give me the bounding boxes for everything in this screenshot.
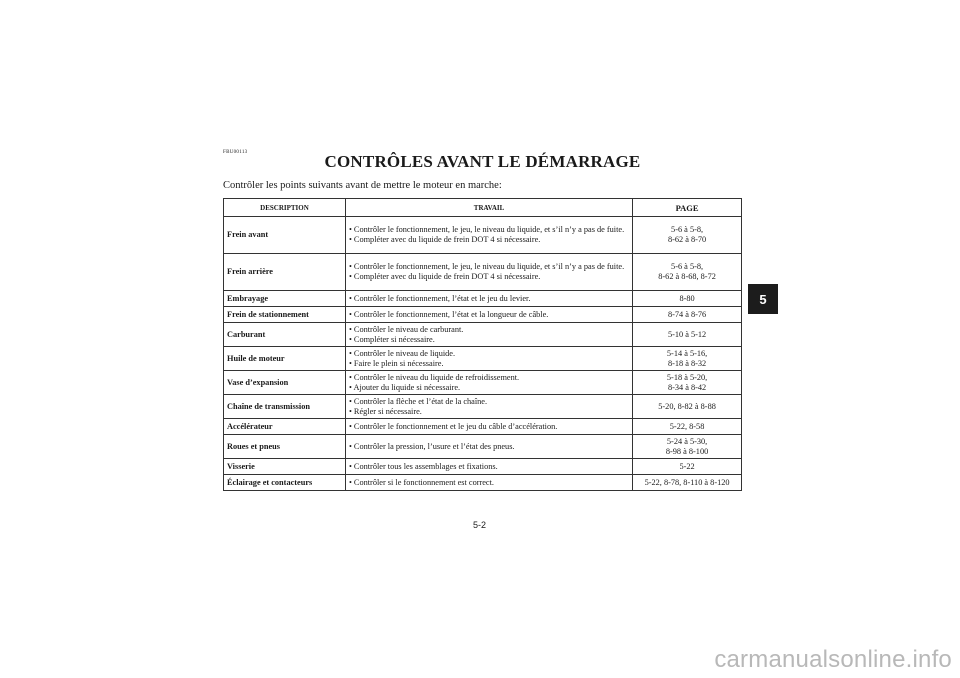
row-page	[633, 254, 742, 291]
checks-table	[223, 198, 742, 491]
page-ref: 5-18 à 5-20,	[666, 372, 708, 382]
header-work: TRAVAIL	[345, 199, 632, 217]
page-ref: 8-98 à 8-100	[665, 446, 709, 456]
row-page	[633, 459, 742, 475]
intro-text: Contrôler les points suivants avant de mettre le moteur en marche:	[223, 180, 502, 191]
row-description: Huile de moteur	[224, 347, 346, 371]
row-description: Vase d’expansion	[224, 371, 346, 395]
page-ref: 5-22, 8-78, 8-110 à 8-120	[644, 477, 730, 487]
table-header-row	[224, 199, 742, 217]
row-description: Éclairage et contacteurs	[224, 475, 346, 491]
work-item: • Régler si nécessaire.	[348, 406, 422, 416]
row-work	[345, 254, 632, 291]
row-description: Visserie	[224, 459, 346, 475]
work-item: • Contrôler le fonctionnement, le jeu, le niveau du liquide, et s’il n’y a pas de fuite.	[348, 262, 625, 271]
table-row	[224, 475, 742, 491]
row-work	[345, 291, 632, 307]
table-row	[224, 323, 742, 347]
work-item: • Contrôler le niveau de liquide.	[348, 348, 456, 358]
table-row	[224, 371, 742, 395]
page-ref: 5-6 à 5-8,	[671, 225, 704, 234]
row-page	[633, 347, 742, 371]
table-row	[224, 217, 742, 254]
row-page	[633, 371, 742, 395]
page-ref: 5-24 à 5-30,	[666, 436, 708, 446]
table-row	[224, 395, 742, 419]
row-page	[633, 217, 742, 254]
page-ref: 8-62 à 8-70	[667, 235, 707, 244]
header-description: DESCRIPTION	[224, 199, 346, 217]
table-row	[224, 254, 742, 291]
page-ref: 8-80	[679, 293, 695, 303]
header-page: PAGE	[633, 199, 742, 217]
table-row	[224, 307, 742, 323]
row-description: Roues et pneus	[224, 435, 346, 459]
page-ref: 8-74 à 8-76	[667, 309, 707, 319]
page-ref: 8-34 à 8-42	[667, 382, 707, 392]
row-description: Embrayage	[224, 291, 346, 307]
table-row	[224, 291, 742, 307]
page-ref: 5-10 à 5-12	[667, 329, 707, 339]
page-number: 5-2	[473, 520, 487, 530]
row-work	[345, 347, 632, 371]
row-work	[345, 395, 632, 419]
work-item: • Compléter avec du liquide de frein DOT 4 si nécessaire.	[348, 235, 541, 244]
work-item: • Contrôler le niveau de carburant.	[348, 324, 464, 334]
row-work	[345, 371, 632, 395]
row-page	[633, 395, 742, 419]
row-description: Frein de stationnement	[224, 307, 346, 323]
work-item: • Compléter avec du liquide de frein DOT 4 si nécessaire.	[348, 272, 541, 281]
page-ref: 5-6 à 5-8,	[671, 262, 704, 271]
row-description: Frein avant	[224, 217, 346, 254]
page-ref: 5-22	[679, 461, 695, 471]
page-ref: 8-62 à 8-68, 8-72	[658, 272, 716, 281]
work-item: • Contrôler le fonctionnement, l’état et la longueur de câble.	[348, 309, 549, 319]
row-work	[345, 307, 632, 323]
work-item: • Contrôler si le fonctionnement est correct.	[348, 477, 494, 487]
work-item: • Contrôler la pression, l’usure et l’état des pneus.	[348, 441, 515, 451]
row-description: Carburant	[224, 323, 346, 347]
work-item: • Contrôler tous les assemblages et fixations.	[348, 461, 498, 471]
row-work	[345, 217, 632, 254]
row-description: Chaîne de transmission	[224, 395, 346, 419]
row-description: Accélérateur	[224, 419, 346, 435]
work-item: • Contrôler le fonctionnement, l’état et le jeu du levier.	[348, 293, 531, 303]
watermark: carmanualsonline.info	[714, 646, 952, 673]
row-description: Frein arrière	[224, 254, 346, 291]
chapter-tab: 5	[748, 284, 778, 314]
page-ref: 5-14 à 5-16,	[666, 348, 708, 358]
row-work	[345, 323, 632, 347]
work-item: • Faire le plein si nécessaire.	[348, 358, 444, 368]
work-item: • Ajouter du liquide si nécessaire.	[348, 382, 461, 392]
table-row	[224, 459, 742, 475]
row-page	[633, 323, 742, 347]
page-ref: 8-18 à 8-32	[667, 358, 707, 368]
row-work	[345, 475, 632, 491]
row-page	[633, 291, 742, 307]
work-item: • Compléter si nécessaire.	[348, 334, 435, 344]
row-work	[345, 419, 632, 435]
table-row	[224, 419, 742, 435]
row-work	[345, 459, 632, 475]
page-ref: 5-20, 8-82 à 8-88	[658, 401, 716, 411]
table-body	[224, 217, 742, 491]
work-item: • Contrôler le fonctionnement, le jeu, le niveau du liquide, et s’il n’y a pas de fuite.	[348, 225, 625, 234]
row-page	[633, 307, 742, 323]
work-item: • Contrôler le fonctionnement et le jeu du câble d’accélération.	[348, 421, 558, 431]
table-row	[224, 435, 742, 459]
row-page	[633, 435, 742, 459]
page-title: CONTRÔLES AVANT LE DÉMARRAGE	[324, 152, 641, 171]
work-item: • Contrôler la flèche et l’état de la chaîne.	[348, 396, 488, 406]
section-code: FBU00113	[223, 150, 248, 155]
table-row	[224, 347, 742, 371]
work-item: • Contrôler le niveau du liquide de refroidissement.	[348, 372, 520, 382]
page-ref: 5-22, 8-58	[669, 421, 705, 431]
row-work	[345, 435, 632, 459]
row-page	[633, 475, 742, 491]
row-page	[633, 419, 742, 435]
